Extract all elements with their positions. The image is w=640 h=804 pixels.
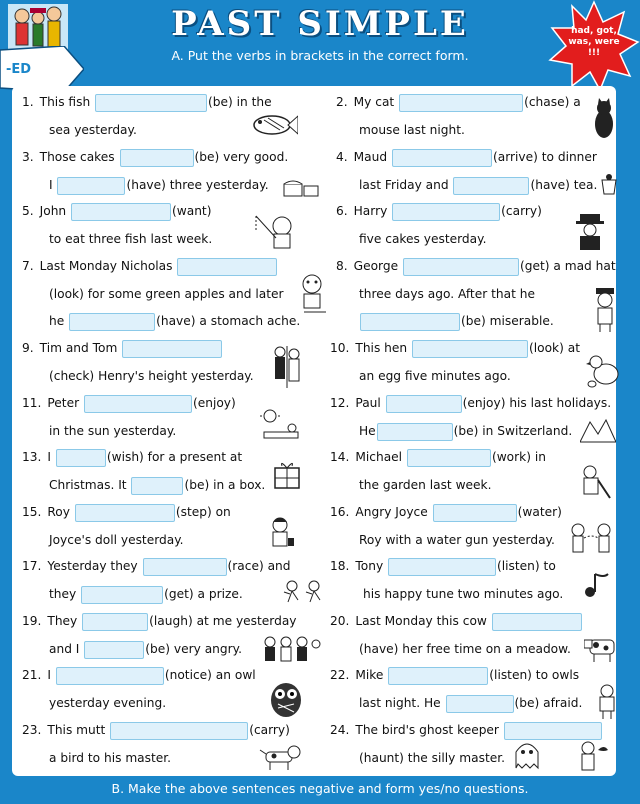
- exercise-text: mouse last night.: [359, 123, 465, 137]
- fish-icon: [250, 110, 298, 144]
- exercise-number: 2.: [336, 95, 348, 109]
- exercise-text: (laugh) at me yesterday: [149, 614, 297, 628]
- answer-field[interactable]: [143, 558, 227, 576]
- exercise-text: I: [47, 450, 51, 464]
- exercise-text: to eat three fish last week.: [49, 232, 213, 246]
- exercise-4-line-1: [336, 148, 597, 166]
- exercise-text: three days ago. After that he: [359, 287, 535, 301]
- exercise-16-line-2: [359, 531, 555, 549]
- answer-field[interactable]: [120, 149, 194, 167]
- exercise-text: (haunt) the silly master.: [359, 751, 506, 765]
- exercise-number: 5.: [22, 204, 34, 218]
- exercise-17-line-1: [22, 557, 291, 575]
- answer-field[interactable]: [392, 203, 500, 221]
- exercise-text: Tim and Tom: [39, 341, 118, 355]
- exercise-3-line-2: [49, 176, 269, 194]
- exercise-text: he: [49, 314, 65, 328]
- exercise-9-line-1: [22, 339, 223, 357]
- exercise-text: (check) Henry's height yesterday.: [49, 369, 254, 383]
- exercise-text: the garden last week.: [359, 478, 492, 492]
- exercise-number: 19.: [22, 614, 42, 628]
- exercise-number: 23.: [22, 723, 42, 737]
- exercise-text: a bird to his master.: [49, 751, 172, 765]
- owl-icon: [266, 678, 306, 722]
- exercise-text: I: [49, 178, 53, 192]
- measuring-height-icon: [270, 344, 304, 394]
- answer-field[interactable]: [69, 313, 155, 331]
- exercise-6-line-2: [359, 230, 486, 248]
- exercise-text: in the sun yesterday.: [49, 424, 177, 438]
- exercise-text: (enjoy) his last holidays.: [462, 396, 612, 410]
- ghost-icon: [512, 740, 542, 774]
- exercise-text: (look) for some green apples and later: [49, 287, 284, 301]
- exercise-23-line-1: [22, 721, 290, 739]
- music-note-icon: [582, 570, 614, 604]
- exercise-text: Harry: [353, 204, 388, 218]
- instruction-b: B. Make the above sentences negative and form yes/no questions.: [111, 781, 529, 796]
- answer-field[interactable]: [84, 641, 144, 659]
- answer-field[interactable]: [122, 340, 222, 358]
- exercise-text: (race) and: [227, 559, 291, 573]
- answer-field[interactable]: [360, 313, 460, 331]
- exercise-text: (be) in the: [208, 95, 272, 109]
- exercise-12-line-2: [359, 422, 572, 440]
- exercise-text: yesterday evening.: [49, 696, 167, 710]
- exercise-text: (listen) to owls: [489, 668, 580, 682]
- answer-field[interactable]: [433, 504, 517, 522]
- exercise-19-line-1: [22, 612, 297, 630]
- exercise-text: last night. He: [359, 696, 441, 710]
- exercise-text: Last Monday Nicholas: [39, 259, 173, 273]
- exercise-11-line-2: [49, 422, 176, 440]
- exercise-8-line-3: [359, 312, 554, 330]
- exercise-number: 11.: [22, 396, 42, 410]
- exercise-text: five cakes yesterday.: [359, 232, 487, 246]
- dog-icon: [258, 744, 302, 776]
- exercise-number: 1.: [22, 95, 34, 109]
- exercise-15-line-2: [49, 531, 184, 549]
- exercise-text: (water): [517, 505, 562, 519]
- exercise-number: 3.: [22, 150, 34, 164]
- answer-field[interactable]: [492, 613, 582, 631]
- answer-field[interactable]: [407, 449, 491, 467]
- exercise-text: Mike: [355, 668, 384, 682]
- answer-field[interactable]: [388, 558, 496, 576]
- water-gun-kids-icon: [570, 522, 614, 560]
- exercise-3-line-1: [22, 148, 288, 166]
- teacup-icon: [600, 174, 620, 200]
- answer-field[interactable]: [412, 340, 528, 358]
- exercise-text: an egg five minutes ago.: [359, 369, 511, 383]
- exercise-12-line-1: [330, 394, 611, 412]
- answer-field[interactable]: [377, 423, 453, 441]
- answer-field[interactable]: [177, 258, 277, 276]
- exercise-text: (enjoy): [192, 396, 236, 410]
- exercise-number: 7.: [22, 259, 34, 273]
- cat-icon: [592, 98, 616, 144]
- exercise-text: (have) tea.: [530, 178, 598, 192]
- exercise-number: 24.: [330, 723, 350, 737]
- exercise-number: 17.: [22, 559, 42, 573]
- exercise-text: John: [39, 204, 67, 218]
- exercise-text: (have) her free time on a meadow.: [359, 642, 571, 656]
- exercise-text: Angry Joyce: [355, 505, 428, 519]
- exercise-number: 6.: [336, 204, 348, 218]
- answer-field[interactable]: [388, 667, 488, 685]
- exercise-text: sea yesterday.: [49, 123, 137, 137]
- sunbathing-icon: [258, 408, 304, 448]
- exercise-text: (get) a mad hat: [519, 259, 616, 273]
- exercise-4-line-2: [359, 176, 597, 194]
- answer-field[interactable]: [392, 149, 492, 167]
- exercise-14-line-2: [359, 476, 491, 494]
- ed-badge-label: -ED: [6, 62, 32, 77]
- exercise-text: Joyce's doll yesterday.: [49, 533, 184, 547]
- scared-boy-icon: [596, 684, 618, 724]
- exercise-11-line-1: [22, 394, 236, 412]
- answer-field[interactable]: [453, 177, 529, 195]
- exercise-6-line-1: [336, 202, 542, 220]
- exercise-2-line-1: [336, 93, 581, 111]
- fisherman-icon: [252, 212, 298, 254]
- exercise-number: 21.: [22, 668, 42, 682]
- answer-field[interactable]: [71, 203, 171, 221]
- exercise-text: Christmas. It: [49, 478, 127, 492]
- exercise-text: (be) afraid.: [514, 696, 583, 710]
- gardener-icon: [580, 464, 612, 504]
- exercise-text: Paul: [355, 396, 381, 410]
- exercise-text: This hen: [355, 341, 408, 355]
- cow-icon: [584, 634, 620, 668]
- exercise-text: Those cakes: [39, 150, 115, 164]
- exercise-24-line-2: [359, 749, 505, 767]
- answer-field[interactable]: [386, 395, 462, 413]
- exercise-8-line-2: [359, 285, 535, 303]
- exercise-text: (have) a stomach ache.: [156, 314, 301, 328]
- exercise-number: 14.: [330, 450, 350, 464]
- exercise-text: (carry): [249, 723, 290, 737]
- instruction-a: A. Put the verbs in brackets in the correct form.: [171, 48, 469, 63]
- exercise-20-line-1: [330, 612, 583, 630]
- exercise-7-line-1: [22, 257, 278, 275]
- exercise-text: Maud: [353, 150, 388, 164]
- mountains-icon: [580, 416, 616, 448]
- exercise-10-line-2: [359, 367, 511, 385]
- present-box-icon: [272, 458, 302, 494]
- exercise-text: (arrive) to dinner: [492, 150, 597, 164]
- man-with-bird-icon: [576, 740, 610, 776]
- exercise-13-line-1: [22, 448, 242, 466]
- exercise-text: Tony: [355, 559, 384, 573]
- exercise-18-line-1: [330, 557, 556, 575]
- exercise-text: Peter: [47, 396, 80, 410]
- burst-text: had, got, was, were !!!: [568, 26, 620, 58]
- exercise-text: (wish) for a present at: [106, 450, 243, 464]
- exercise-text: (notice) an owl: [164, 668, 256, 682]
- page-title: PAST SIMPLE: [171, 4, 469, 44]
- miserable-man-icon: [592, 286, 618, 338]
- exercise-text: Roy with a water gun yesterday.: [359, 533, 555, 547]
- exercise-number: 18.: [330, 559, 350, 573]
- answer-field[interactable]: [110, 722, 248, 740]
- answer-field[interactable]: [81, 586, 163, 604]
- exercise-text: Michael: [355, 450, 403, 464]
- exercise-text: (step) on: [175, 505, 231, 519]
- exercise-22-line-2: [359, 694, 582, 712]
- answer-field[interactable]: [56, 449, 106, 467]
- exercise-text: I: [47, 668, 51, 682]
- answer-field[interactable]: [131, 477, 183, 495]
- exercise-text: George: [353, 259, 399, 273]
- exercise-number: 16.: [330, 505, 350, 519]
- exercise-5-line-1: [22, 202, 211, 220]
- exercise-19-line-2: [49, 640, 242, 658]
- exercise-10-line-1: [330, 339, 580, 357]
- exercise-text: Roy: [47, 505, 70, 519]
- exercise-1-line-2: [49, 121, 137, 139]
- exercise-16-line-1: [330, 503, 562, 521]
- exercise-number: 4.: [336, 150, 348, 164]
- exercise-2-line-2: [359, 121, 465, 139]
- sick-boy-icon: [296, 272, 332, 322]
- exercise-20-line-2: [359, 640, 571, 658]
- exercise-9-line-2: [49, 367, 254, 385]
- exercise-text: (be) miserable.: [461, 314, 554, 328]
- exercise-text: The bird's ghost keeper: [355, 723, 499, 737]
- exercise-text: This mutt: [47, 723, 106, 737]
- exercise-text: (be) very good.: [194, 150, 289, 164]
- exercise-23-line-2: [49, 749, 171, 767]
- exercise-number: 22.: [330, 668, 350, 682]
- exercise-text: and I: [49, 642, 80, 656]
- exercise-text: (be) very angry.: [145, 642, 242, 656]
- exercise-text: (be) in a box.: [184, 478, 266, 492]
- racing-icon: [282, 578, 328, 612]
- exercise-text: (listen) to: [497, 559, 556, 573]
- exercise-text: (get) a prize.: [164, 587, 243, 601]
- answer-field[interactable]: [403, 258, 519, 276]
- exercise-1-line-1: [22, 93, 272, 111]
- exercise-text: they: [49, 587, 77, 601]
- exercise-21-line-1: [22, 666, 256, 684]
- exercise-text: This fish: [39, 95, 91, 109]
- exercise-text: Yesterday they: [47, 559, 138, 573]
- exercise-text: My cat: [353, 95, 395, 109]
- exercise-text: He: [359, 424, 376, 438]
- girl-with-doll-icon: [266, 516, 296, 556]
- exercise-17-line-2: [49, 585, 243, 603]
- exercise-text: his happy tune two minutes ago.: [363, 587, 564, 601]
- exercise-text: (have) three yesterday.: [126, 178, 269, 192]
- exercise-text: Last Monday this cow: [355, 614, 487, 628]
- answer-field[interactable]: [95, 94, 207, 112]
- exercise-number: 15.: [22, 505, 42, 519]
- irregular-verbs-burst: [548, 0, 640, 92]
- answer-field[interactable]: [446, 695, 514, 713]
- man-with-hat-icon: [574, 212, 610, 256]
- exercise-number: 8.: [336, 259, 348, 273]
- exercise-7-line-3: [49, 312, 300, 330]
- exercise-number: 20.: [330, 614, 350, 628]
- exercise-text: (be) in Switzerland.: [453, 424, 573, 438]
- exercise-18-line-2: [363, 585, 563, 603]
- answer-field[interactable]: [82, 613, 148, 631]
- exercise-14-line-1: [330, 448, 546, 466]
- hen-icon: [586, 352, 620, 392]
- exercise-24-line-1: [330, 721, 603, 739]
- exercise-5-line-2: [49, 230, 212, 248]
- exercise-text: last Friday and: [359, 178, 449, 192]
- exercise-8-line-1: [336, 257, 616, 275]
- exercise-13-line-2: [49, 476, 265, 494]
- exercise-text: (want): [172, 204, 212, 218]
- answer-field[interactable]: [399, 94, 523, 112]
- laughing-people-icon: [262, 634, 322, 672]
- answer-field[interactable]: [75, 504, 175, 522]
- exercise-number: 10.: [330, 341, 350, 355]
- exercise-text: They: [47, 614, 78, 628]
- exercise-number: 12.: [330, 396, 350, 410]
- exercise-text: (look) at: [529, 341, 580, 355]
- exercise-15-line-1: [22, 503, 231, 521]
- answer-field[interactable]: [56, 667, 164, 685]
- cake-icon: [282, 176, 322, 204]
- exercise-21-line-2: [49, 694, 166, 712]
- exercise-text: (carry): [501, 204, 542, 218]
- exercise-number: 13.: [22, 450, 42, 464]
- exercise-text: (work) in: [491, 450, 546, 464]
- exercise-22-line-1: [330, 666, 579, 684]
- exercise-number: 9.: [22, 341, 34, 355]
- exercise-text: (chase) a: [524, 95, 581, 109]
- answer-field[interactable]: [84, 395, 192, 413]
- exercise-7-line-2: [49, 285, 284, 303]
- answer-field[interactable]: [57, 177, 125, 195]
- answer-field[interactable]: [504, 722, 602, 740]
